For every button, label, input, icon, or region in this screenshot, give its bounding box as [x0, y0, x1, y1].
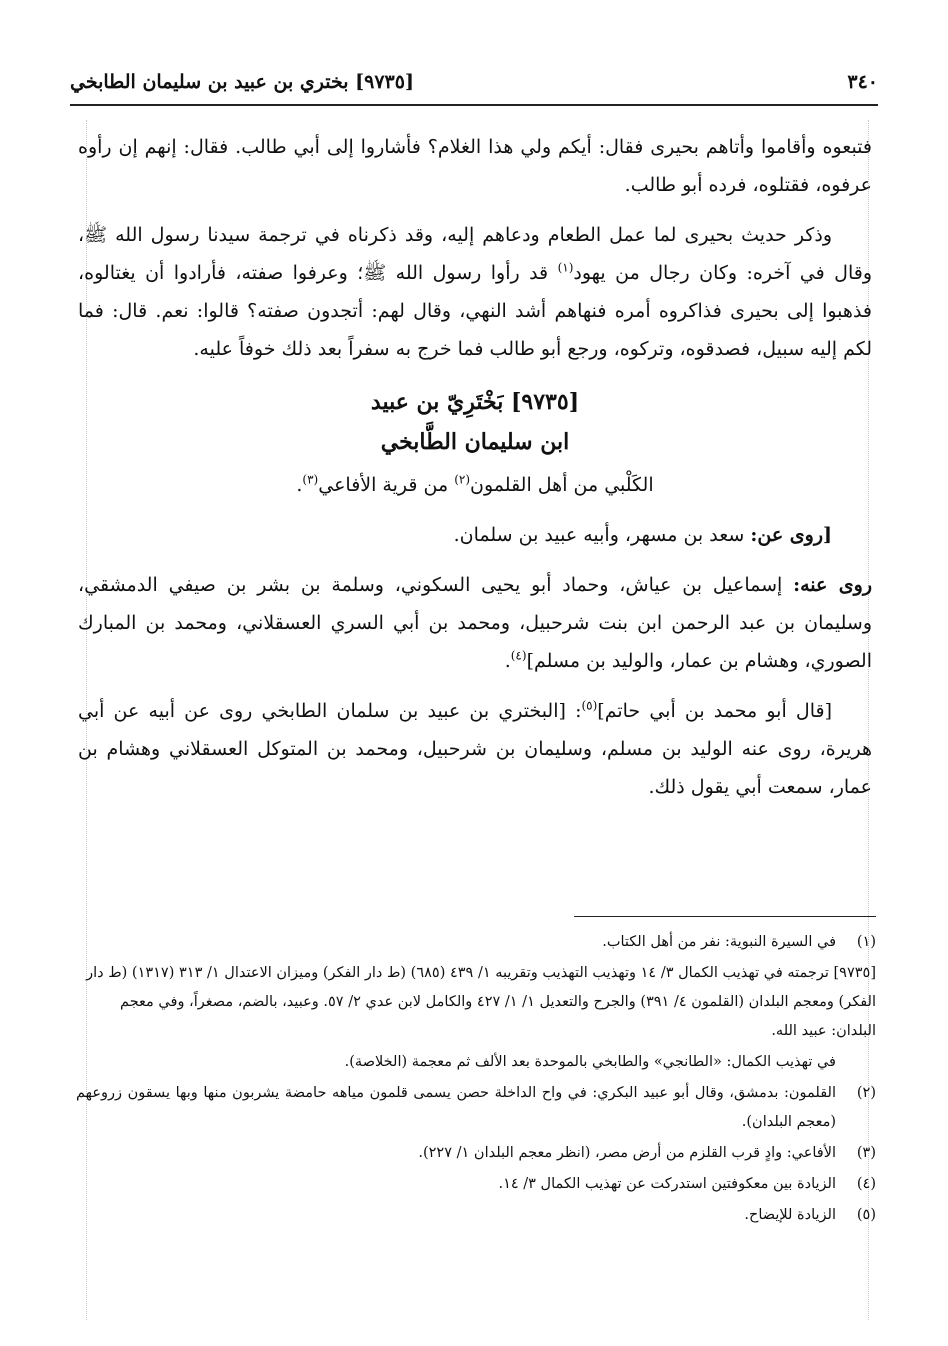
footnote-3 — [76, 1139, 876, 1168]
footnote-4 — [76, 1170, 876, 1199]
abu-hatim-part-b: : [البختري بن عبيد بن سلمان الطابخي روى عن أبيه عن أبي هريرة، روى عنه الوليد بن مسلم، وسليمان بن شرحبيل، ومحمد بن المتوكل العسقلاني وهشام بن عمار، سمعت أبي يقول ذلك. — [78, 700, 872, 798]
narrated-by — [78, 566, 872, 680]
footnote-entry-note: في تهذيب الكمال: «الطانجي» والطابخي بالموحدة بعد الألف ثم معجمة (الخلاصة). — [344, 1054, 836, 1070]
footnote-rule — [574, 916, 876, 917]
narrated-from-text: سعد بن مسهر، وأبيه عبيد بن سلمان. — [453, 524, 751, 546]
header-rule — [70, 104, 878, 106]
page-number: ٣٤٠ — [847, 71, 878, 93]
footnote-ref-3: (٣) — [302, 472, 319, 487]
narrated-by-end: . — [504, 650, 511, 672]
paragraph-1: فتبعوه وأقاموا وأتاهم بحيرى فقال: أيكم ولي هذا الغلام؟ فأشاروا إلى أبي طالب. فقال: إنهم إن رأوه عرفوه، فقتلوه، فرده أبو طالب. — [78, 136, 872, 196]
footnote-2 — [76, 1079, 876, 1137]
footnote-1-text: في السيرة النبوية: نفر من أهل الكتاب. — [602, 934, 836, 950]
footnote-5 — [76, 1201, 876, 1230]
footnote-5-number: (٥) — [856, 1207, 876, 1223]
nisba-end: . — [296, 474, 303, 496]
footnote-ref-1: (١) — [557, 260, 574, 275]
footnote-1 — [76, 928, 876, 957]
page-header — [70, 62, 878, 102]
paragraph-2 — [78, 216, 872, 368]
footnote-1-number: (١) — [856, 934, 876, 950]
footnote-ref-4: (٤) — [510, 648, 527, 663]
abu-hatim-paragraph — [78, 692, 872, 806]
footnote-ref-5: (٥) — [581, 698, 598, 713]
footnote-5-text: الزيادة للإيضاح. — [744, 1207, 836, 1223]
footnotes — [76, 928, 876, 1232]
entry-title: [٩٧٣٥] بَخْتَرِيّ بن عبيد — [370, 389, 580, 415]
nisba-part-a: الكَلْبي من أهل القلمون — [470, 474, 654, 496]
footnote-4-number: (٤) — [856, 1176, 876, 1192]
footnote-ref-2: (٢) — [454, 472, 471, 487]
footnote-3-text: الأفاعي: وادٍ قرب القلزم من أرض مصر، (انظر معجم البلدان ١/ ٢٢٧). — [418, 1145, 836, 1161]
narrated-from — [78, 516, 872, 554]
narrated-from-label: [روى عن: — [750, 524, 832, 546]
paragraph-2-part-a: وذكر حديث بحيرى لما عمل الطعام ودعاهم إليه، وقد ذكرناه في ترجمة سيدنا رسول الله ﷺ، وقال في آخره: وكان رجال من يهود — [78, 224, 872, 284]
footnote-entry-sources: [٩٧٣٥] ترجمته في تهذيب الكمال ٣/ ١٤ وتهذيب التهذيب وتقريبه ١/ ٤٣٩ (٦٨٥) (ط دار الفكر) وميزان الاعتدال ١/ ٣١٣ (١٣١٧) (ط دار الفكر) ومعجم البلدان (القلمون ٤/ ٣٩١) والجرح والتعديل ١/ ١/ ٤٢٧ والكامل لابن عدي ٢/ ٥٧. وعبيد، بالضم، مصغراً، وفي معجم البلدان: عبيد الله. — [86, 965, 876, 1039]
footnote-2-number: (٢) — [856, 1085, 876, 1101]
entry-subtitle: ابن سليمان الطَّابخي — [380, 429, 570, 455]
footnote-4-text: الزيادة بين معكوفتين استدركت عن تهذيب الكمال ٣/ ١٤. — [498, 1176, 836, 1192]
abu-hatim-part-a: [قال أبو محمد بن أبي حاتم] — [597, 700, 832, 722]
footnote-3-number: (٣) — [856, 1145, 876, 1161]
narrated-by-label: روى عنه: — [793, 574, 872, 596]
entry-nisba — [78, 466, 872, 504]
footnote-2-text: القلمون: بدمشق، وقال أبو عبيد البكري: في واح الداخلة حصن يسمى قلمون مياهه حامضة يشربون منها وبها يسقون زروعهم (معجم البلدان). — [76, 1085, 836, 1130]
running-title: [٩٧٣٥] بختري بن عبيد بن سليمان الطابخي — [70, 71, 414, 93]
main-text — [78, 128, 872, 818]
paragraph-2-part-b: قد رأوا رسول الله ﷺ؛ وعرفوا صفته، فأرادوا أن يغتالوه، فذهبوا إلى بحيرى فذاكروه أمره فنهاهم أشد النهي، وقال لهم: أتجدون صفته؟ قالوا: نعم. قال: فما لكم إليه سبيل، فصدقوه، وتركوه، ورجع أبو طالب فما خرج به سفراً بعد ذلك خوفاً عليه. — [78, 262, 872, 360]
narrated-by-text: إسماعيل بن عياش، وحماد أبو يحيى السكوني، وسلمة بن بشر بن صيفي الدمشقي، وسليمان بن عبد الرحمن ابن بنت شرحبيل، ومحمد بن أبي السري العسقلاني، ومحمد بن المبارك الصوري، وهشام بن عمار، والوليد بن مسلم] — [78, 574, 872, 672]
nisba-part-b: من قرية الأفاعي — [318, 474, 455, 496]
